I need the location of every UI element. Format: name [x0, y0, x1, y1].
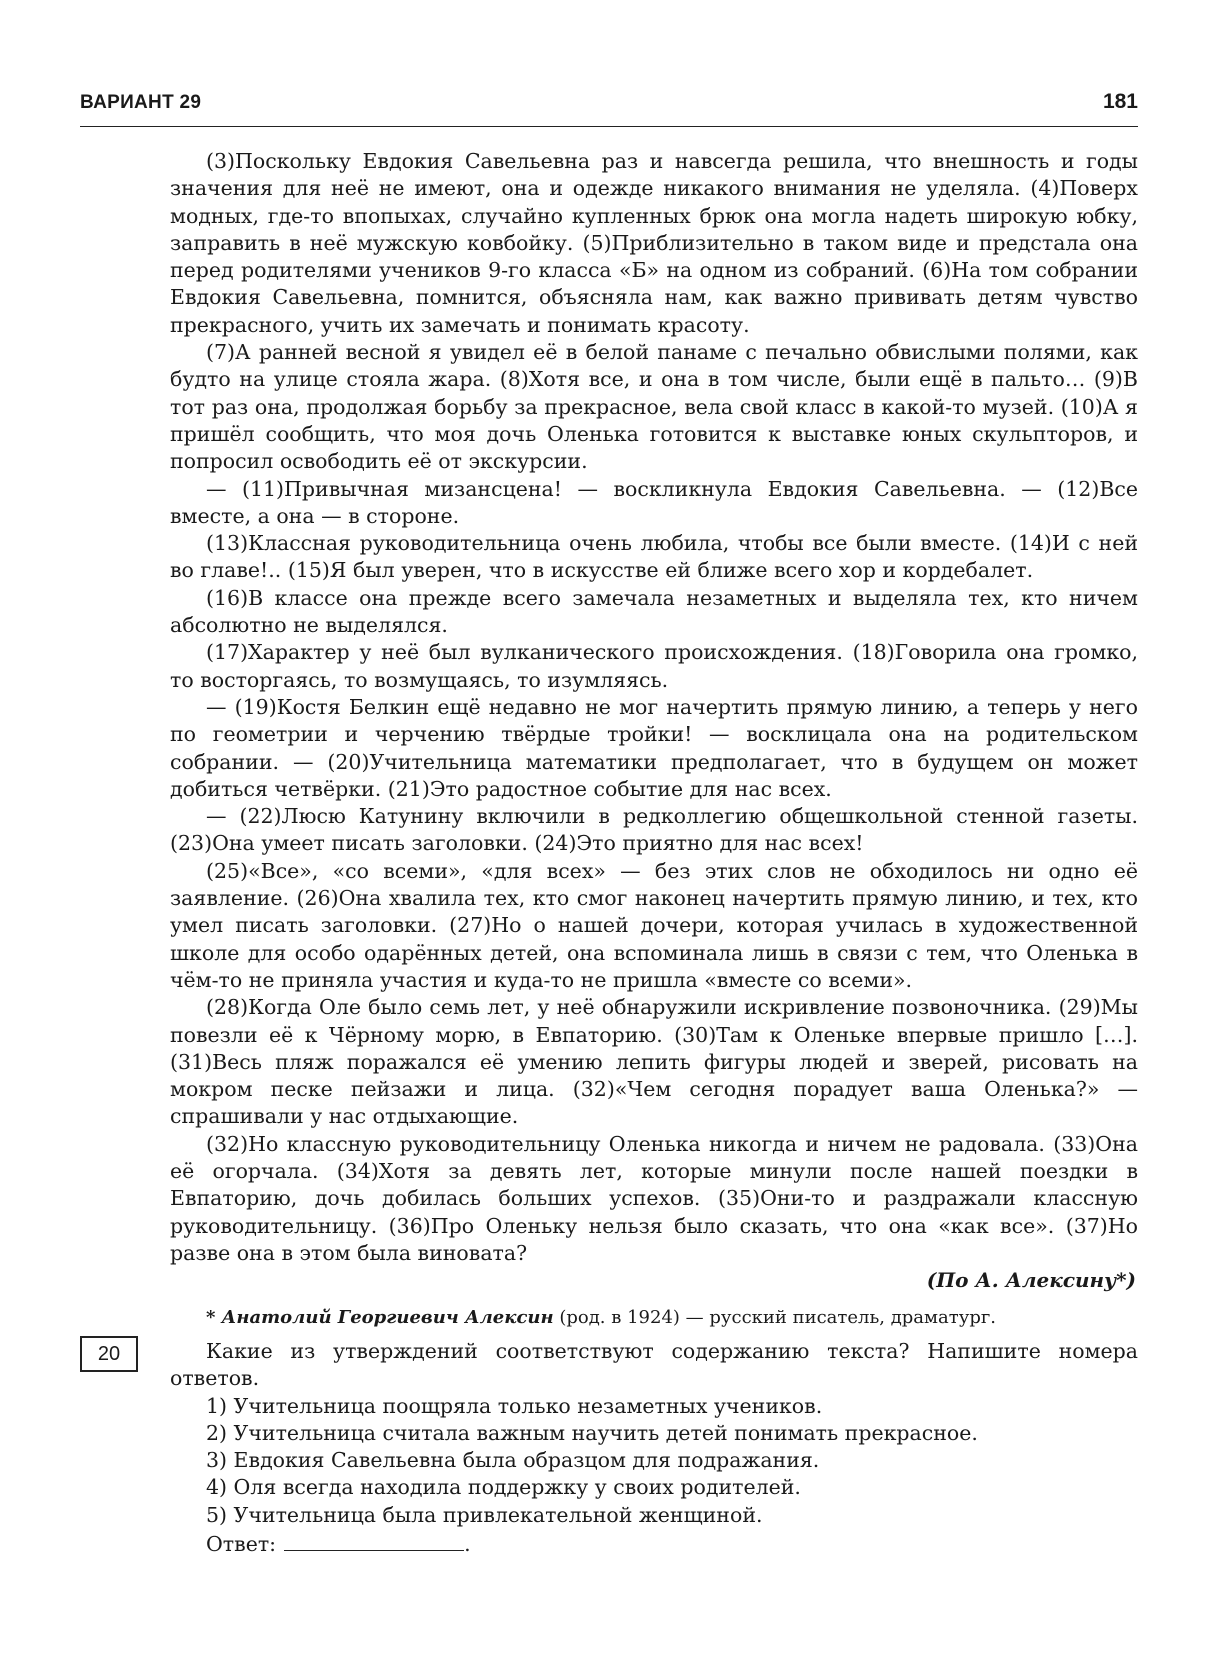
- answer-end: .: [464, 1532, 471, 1557]
- answer-blank[interactable]: [284, 1532, 464, 1551]
- answer-row: [170, 1531, 1138, 1558]
- source-attribution: (По А. Алексину*): [926, 1268, 1136, 1293]
- option-item: 2) Учительница считала важным научить детей понимать прекрасное.: [206, 1420, 978, 1445]
- paragraph: (13)Классная руководительница очень любила, чтобы все были вместе. (14)И с ней во главе!.. (15)Я был уверен, что в искусстве ей ближе всего хор и кордебалет.: [170, 531, 1138, 583]
- paragraph: — (22)Люсю Катунину включили в редколлегию общешкольной стенной газеты. (23)Она умеет писать заголовки. (24)Это приятно для нас всех!: [170, 804, 1138, 856]
- footnote-author-name: * Анатолий Георгиевич Алексин: [206, 1307, 554, 1329]
- passage-text: [170, 148, 1138, 1330]
- option-item: 1) Учительница поощряла только незаметных учеников.: [206, 1393, 823, 1418]
- option-item: 4) Оля всегда находила поддержку у своих родителей.: [206, 1475, 801, 1500]
- task-question: Какие из утверждений соответствуют содержанию текста? Напишите номера ответов.: [170, 1339, 1138, 1391]
- paragraph: (32)Но классную руководительницу Оленька никогда и ничем не радовала. (33)Она её огорчала. (34)Хотя за девять лет, которые минули после нашей поездки в Евпаторию, дочь добилась больших успехов. (35)Они-то и раздражали классную руководительницу. (36)Про Оленьку нельзя было сказать, что она «как все». (37)Но разве она в этом была виновата?: [170, 1131, 1138, 1265]
- option-item: 3) Евдокия Савельевна была образцом для подражания.: [206, 1448, 820, 1473]
- option-item: 5) Учительница была привлекательной женщиной.: [206, 1502, 763, 1527]
- paragraph: (7)А ранней весной я увидел её в белой панаме с печально обвислыми полями, как будто на улице стояла жара. (8)Хотя все, и она в том числе, были ещё в пальто… (9)В тот раз она, продолжая борьбу за прекрасное, вела свой класс в какой-то музей. (10)А я пришёл сообщить, что моя дочь Оленька готовится к выставке юных скульпторов, и попросил освободить её от экскурсии.: [170, 340, 1138, 474]
- answer-options: [170, 1393, 1138, 1529]
- task-block: [170, 1338, 1138, 1558]
- footnote-text: (род. в 1924) — русский писатель, драматург.: [553, 1307, 996, 1329]
- paragraph: (17)Характер у неё был вулканического происхождения. (18)Говорила она громко, то восторгаясь, то возмущаясь, то изумляясь.: [170, 640, 1138, 692]
- paragraph: (16)В классе она прежде всего замечала незаметных и выделяла тех, кто ничем абсолютно не выделялся.: [170, 585, 1138, 638]
- paragraph: (3)Поскольку Евдокия Савельевна раз и навсегда решила, что внешность и годы значения для неё не имеют, она и одежде никакого внимания не уделяла. (4)Поверх модных, где-то впопыхах, случайно купленных брюк она могла надеть широкую юбку, заправить в неё мужскую ковбойку. (5)Приблизительно в таком виде и предстала она перед родителями учеников 9-го класса «Б» на одном из собраний. (6)На том собрании Евдокия Савельевна, помнится, объясняла нам, как важно прививать детям чувство прекрасного, учить их замечать и понимать красоту.: [170, 149, 1138, 337]
- task-number-box: 20: [80, 1336, 138, 1372]
- page-header: [80, 86, 1138, 127]
- answer-label: Ответ:: [206, 1532, 277, 1557]
- variant-title: ВАРИАНТ 29: [80, 92, 202, 113]
- paragraph: — (19)Костя Белкин ещё недавно не мог начертить прямую линию, а теперь у него по геометрии и черчению твёрдые тройки! — восклицала она на родительском собрании. — (20)Учительница математики предполагает, что в будущем он может добиться четвёрки. (21)Это радостное событие для нас всех.: [170, 694, 1138, 801]
- paragraph: (28)Когда Оле было семь лет, у неё обнаружили искривление позвоночника. (29)Мы повезли её к Чёрному морю, в Евпаторию. (30)Там к Оленьке впервые пришло […]. (31)Весь пляж поражался её умению лепить фигуры людей и зверей, рисовать на мокром песке пейзажи и лица. (32)«Чем сегодня порадует ваша Оленька?» — спрашивали у нас отдыхающие.: [170, 995, 1138, 1129]
- paragraph: (25)«Все», «со всеми», «для всех» — без этих слов не обходилось ни одно её заявление. (26)Она хвалила тех, кто смог наконец начертить прямую линию, и тех, кто умел писать заголовки. (27)Но о нашей дочери, которая училась в художественной школе для особо одарённых детей, она вспоминала лишь в связи с тем, что Оленька в чём-то не приняла участия и куда-то не пришла «вместе со всеми».: [170, 858, 1138, 992]
- page-number: 181: [1102, 90, 1138, 113]
- paragraph: — (11)Привычная мизансцена! — воскликнула Евдокия Савельевна. — (12)Все вместе, а она — в стороне.: [170, 476, 1138, 528]
- author-footnote: [170, 1306, 1138, 1330]
